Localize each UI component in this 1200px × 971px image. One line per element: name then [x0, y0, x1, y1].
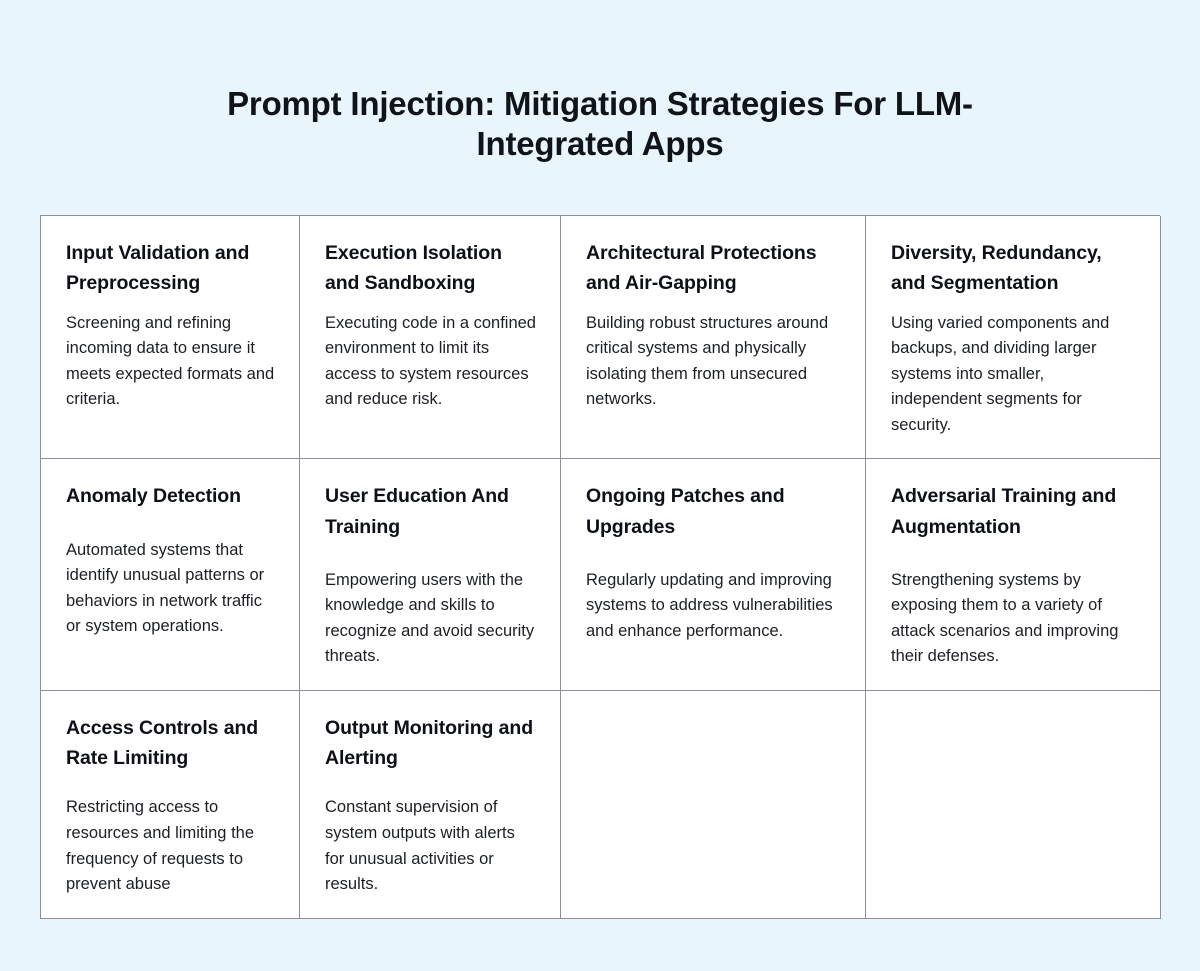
- strategy-description: Constant supervision of system outputs with alerts for unusual activities or results.: [325, 798, 515, 894]
- strategy-title: Architectural Protections and Air-Gapping: [586, 242, 817, 295]
- strategy-description: Using varied components and backups, and dividing larger systems into smaller, independent segments for security.: [891, 313, 1110, 434]
- strategy-cell: [866, 216, 1161, 459]
- strategy-description: Executing code in a confined environment to limit its access to system resources and reduce risk.: [325, 313, 536, 409]
- infographic-page: [0, 22, 1200, 971]
- strategy-grid: [40, 215, 1160, 919]
- strategy-title: Input Validation and Preprocessing: [66, 242, 250, 295]
- strategy-title: Anomaly Detection: [66, 485, 241, 508]
- strategy-title: Adversarial Training and Augmentation: [891, 485, 1117, 538]
- strategy-description: Empowering users with the knowledge and skills to recognize and avoid security threats.: [325, 570, 535, 666]
- strategy-cell: [561, 459, 866, 691]
- strategy-cell: [300, 459, 561, 691]
- strategy-title: Diversity, Redundancy, and Segmentation: [891, 242, 1102, 295]
- strategy-cell: [866, 459, 1161, 691]
- strategy-cell-empty: [866, 691, 1161, 919]
- strategy-title: User Education And Training: [325, 485, 509, 538]
- strategy-description: Screening and refining incoming data to ensure it meets expected formats and criteria.: [66, 313, 275, 409]
- strategy-cell: [41, 691, 300, 919]
- strategy-title: Output Monitoring and Alerting: [325, 717, 534, 770]
- strategy-description: Regularly updating and improving systems to address vulnerabilities and enhance performance.: [586, 570, 833, 640]
- page-title: Prompt Injection: Mitigation Strategies For LLM-Integrated Apps: [227, 85, 973, 163]
- strategy-description: Strengthening systems by exposing them to a variety of attack scenarios and improving their defenses.: [891, 570, 1119, 666]
- strategy-title: Execution Isolation and Sandboxing: [325, 242, 502, 295]
- strategy-description: Automated systems that identify unusual patterns or behaviors in network traffic or system operations.: [66, 540, 265, 636]
- strategy-cell: [300, 691, 561, 919]
- strategy-cell: [41, 459, 300, 691]
- strategy-description: Building robust structures around critical systems and physically isolating them from unsecured networks.: [586, 313, 829, 409]
- strategy-cell-empty: [561, 691, 866, 919]
- strategy-cell: [41, 216, 300, 459]
- strategy-title: Ongoing Patches and Upgrades: [586, 485, 785, 538]
- strategy-cell: [561, 216, 866, 459]
- strategy-grid-wrapper: [40, 215, 1160, 919]
- strategy-description: Restricting access to resources and limiting the frequency of requests to prevent abuse: [66, 798, 255, 894]
- strategy-cell: [300, 216, 561, 459]
- strategy-title: Access Controls and Rate Limiting: [66, 717, 259, 770]
